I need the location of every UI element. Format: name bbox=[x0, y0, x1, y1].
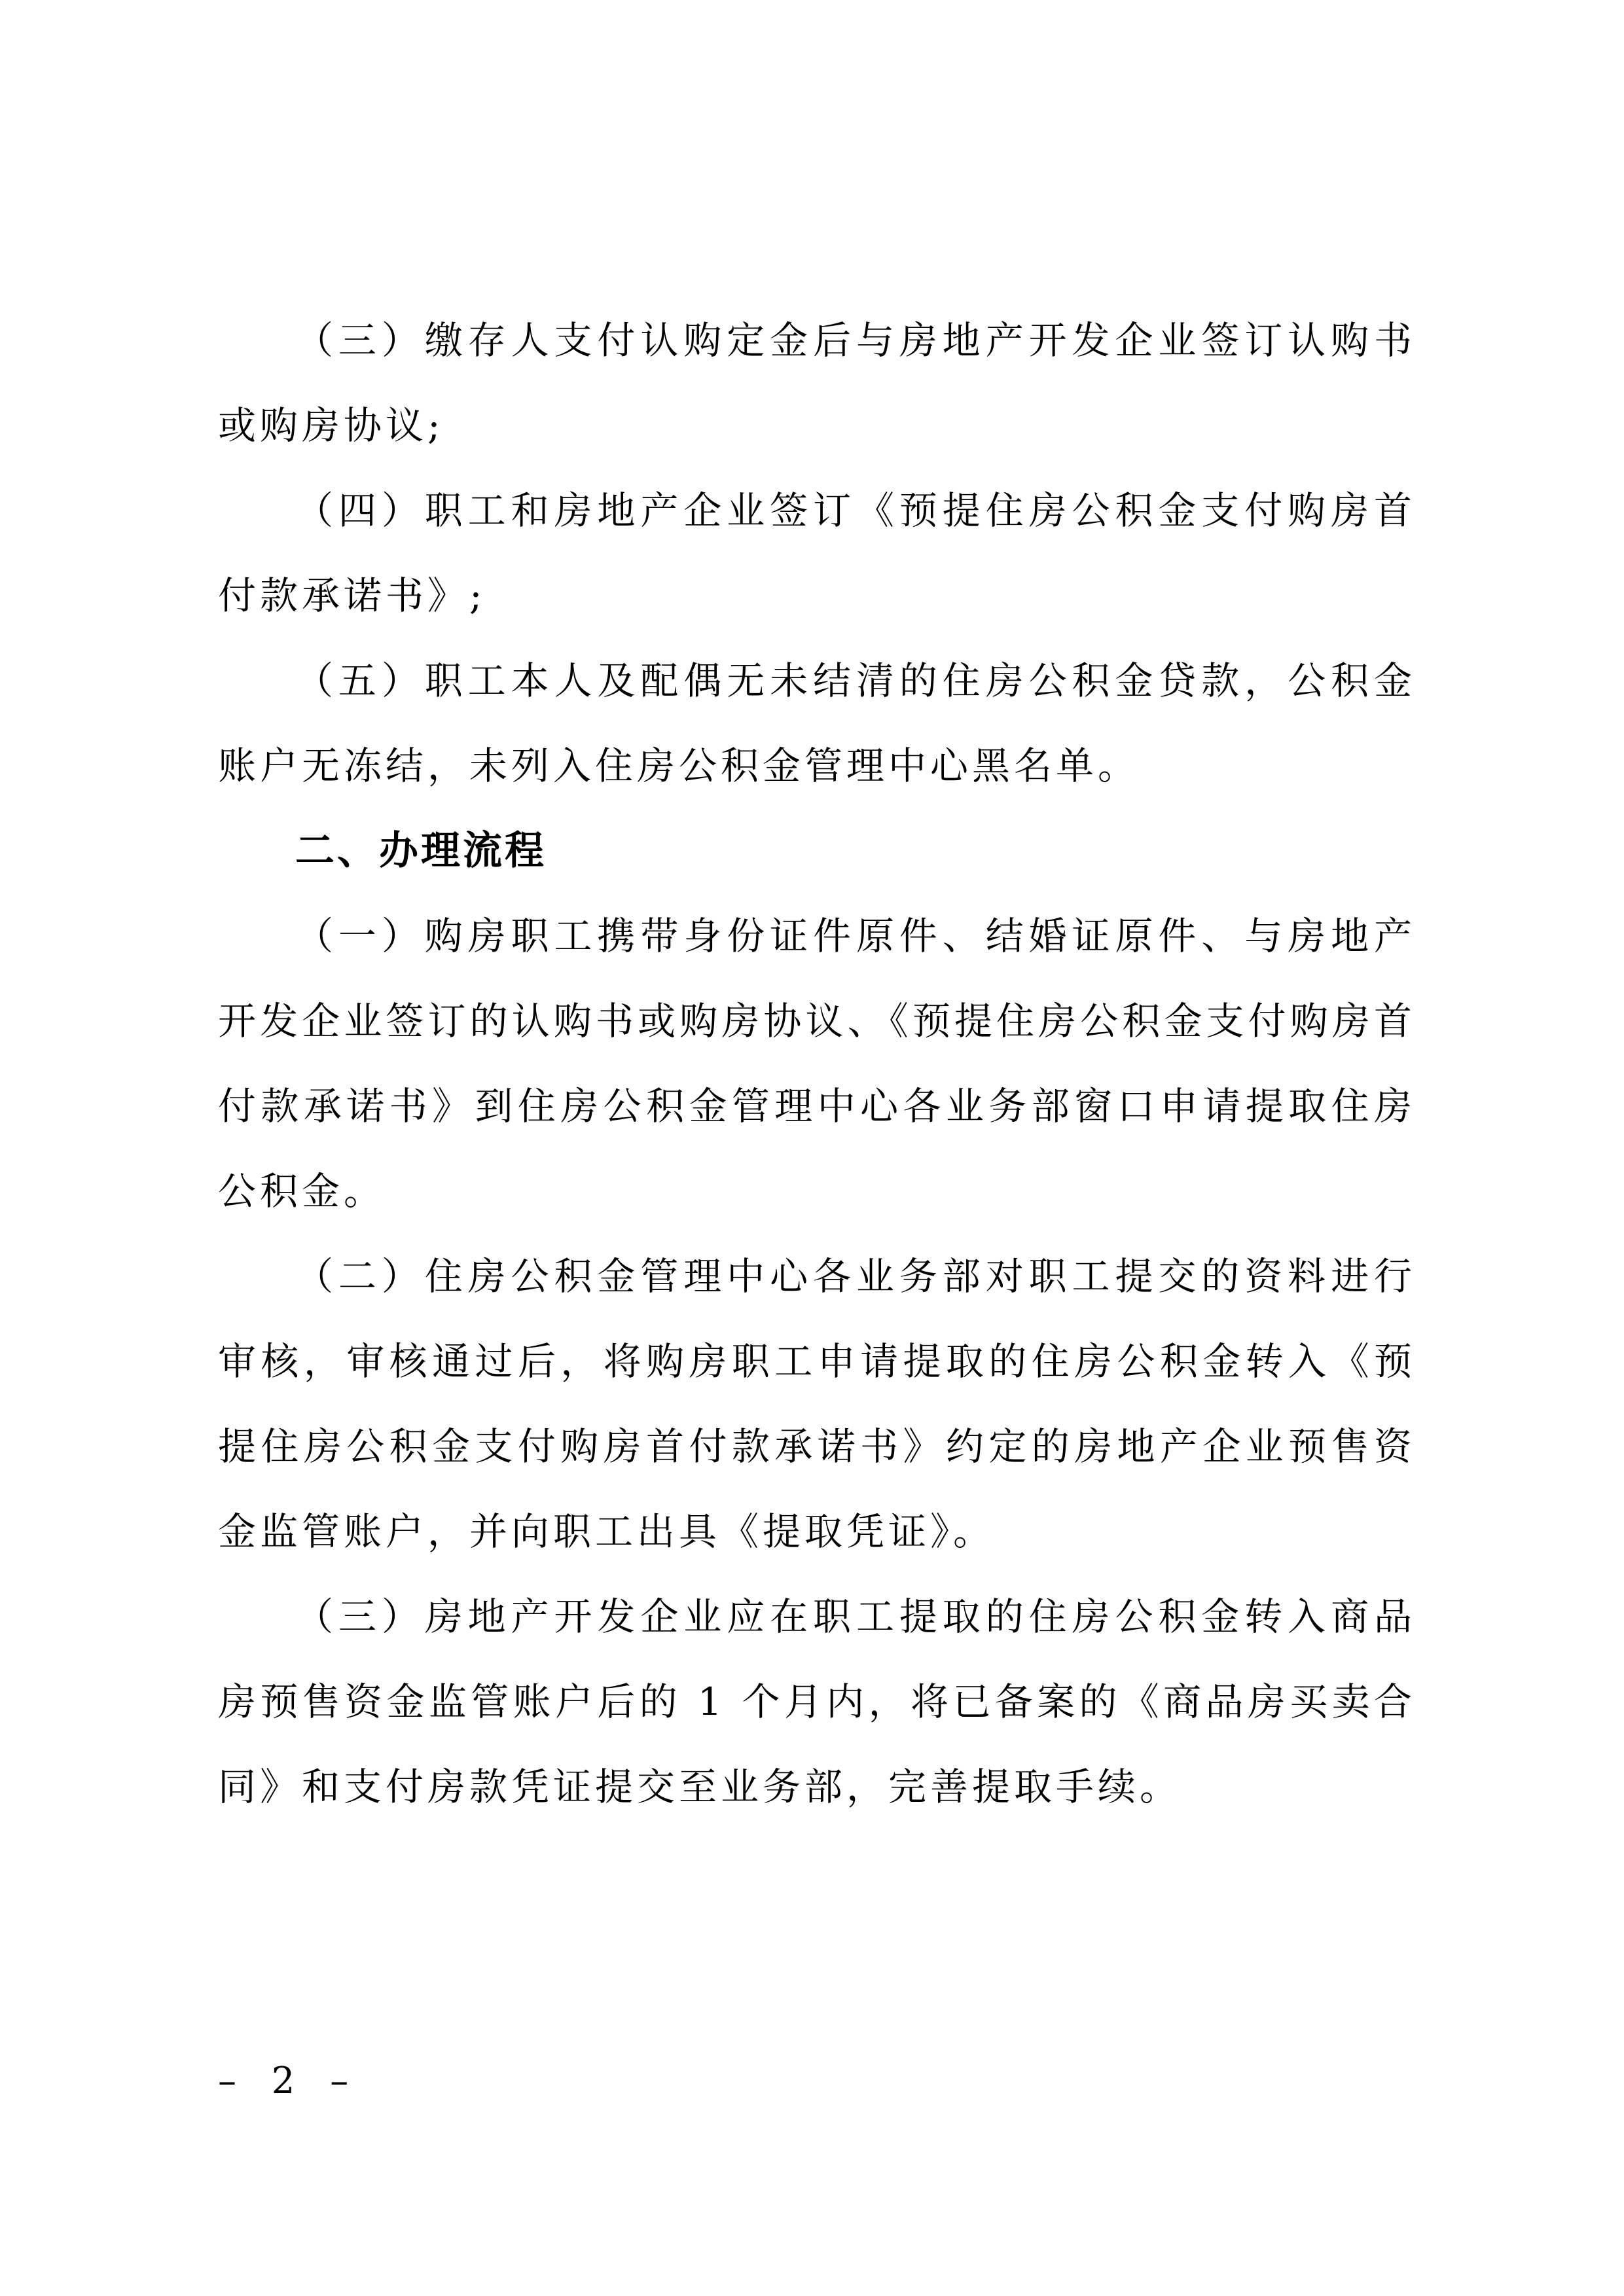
condition-item-5: （五）职工本人及配偶无未结清的住房公积金贷款，公积金账户无冻结，未列入住房公积金管理中心黑名单。 bbox=[218, 658, 1416, 788]
section-heading: 二、办理流程 bbox=[295, 828, 547, 874]
document-body bbox=[218, 298, 1416, 1829]
procedure-step-2: （二）住房公积金管理中心各业务部对职工提交的资料进行审核，审核通过后，将购房职工申请提取的住房公积金转入《预提住房公积金支付购房首付款承诺书》约定的房地产企业预售资金监管账户，并向职工出具《提取凭证》。 bbox=[218, 1254, 1416, 1554]
condition-item-4: （四）职工和房地产企业签订《预提住房公积金支付购房首付款承诺书》; bbox=[218, 488, 1416, 618]
procedure-step-3: （三）房地产开发企业应在职工提取的住房公积金转入商品房预售资金监管账户后的 1 个月内，将已备案的《商品房买卖合同》和支付房款凭证提交至业务部，完善提取手续。 bbox=[218, 1594, 1416, 1809]
page-number: – 2 – bbox=[218, 2060, 361, 2102]
condition-item-3: （三）缴存人支付认购定金后与房地产开发企业签订认购书或购房协议; bbox=[218, 318, 1416, 448]
procedure-step-1: （一）购房职工携带身份证件原件、结婚证原件、与房地产开发企业签订的认购书或购房协议、《预提住房公积金支付购房首付款承诺书》到住房公积金管理中心各业务部窗口申请提取住房公积金。 bbox=[218, 914, 1416, 1213]
